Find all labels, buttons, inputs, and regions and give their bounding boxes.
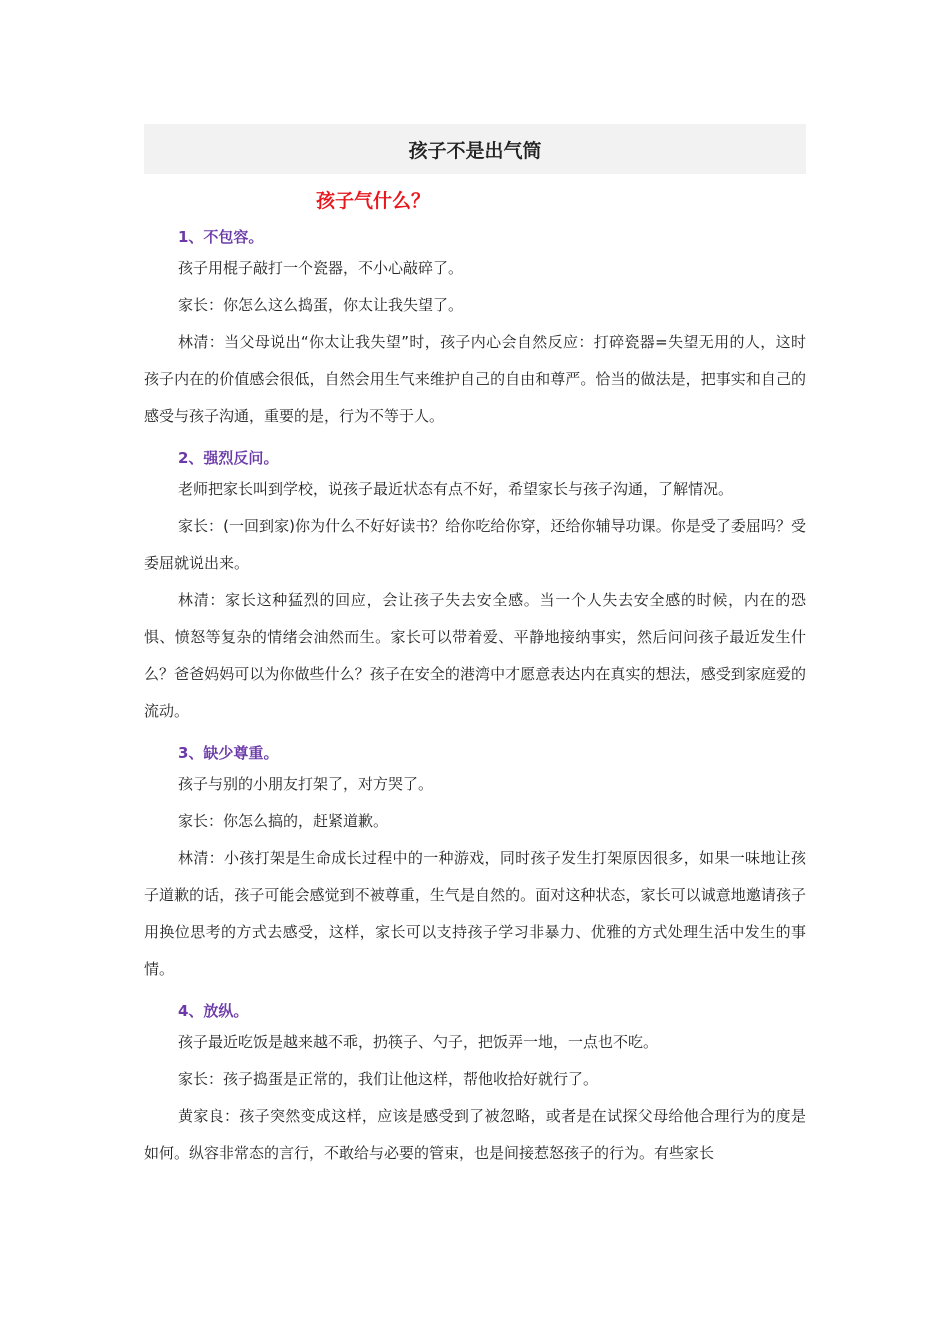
paragraph: 孩子与别的小朋友打架了，对方哭了。 <box>178 775 434 793</box>
section-2 <box>144 445 806 730</box>
document-page <box>144 124 806 1172</box>
paragraph: 家长：你怎么搞的，赶紧道歉。 <box>178 812 389 830</box>
paragraph: 林清：小孩打架是生命成长过程中的一种游戏，同时孩子发生打架原因很多，如果一味地让孩子道歉的话，孩子可能会感觉到不被尊重，生气是自然的。面对这种状态，家长可以诚意地邀请孩子用换位思考的方式去感受，这样，家长可以支持孩子学习非暴力、优雅的方式处理生活中发生的事情。 <box>144 849 806 978</box>
paragraph: 家长：孩子捣蛋是正常的，我们让他这样，帮他收拾好就行了。 <box>178 1070 599 1088</box>
paragraph: 林清：家长这种猛烈的回应，会让孩子失去安全感。当一个人失去安全感的时候，内在的恐惧、愤怒等复杂的情绪会油然而生。家长可以带着爱、平静地接纳事实，然后问问孩子最近发生什么？爸爸妈妈可以为你做些什么？孩子在安全的港湾中才愿意表达内在真实的想法，感受到家庭爱的流动。 <box>144 591 806 720</box>
section-3 <box>144 740 806 988</box>
section-heading: 3、缺少尊重。 <box>178 744 279 762</box>
section-heading: 2、强烈反问。 <box>178 449 279 467</box>
paragraph: 老师把家长叫到学校，说孩子最近状态有点不好，希望家长与孩子沟通，了解情况。 <box>178 480 734 498</box>
document-subtitle: 孩子气什么？ <box>316 190 431 212</box>
section-heading: 1、不包容。 <box>178 228 264 246</box>
paragraph: 孩子用棍子敲打一个瓷器，不小心敲碎了。 <box>178 259 464 277</box>
section-4 <box>144 998 806 1172</box>
paragraph: 孩子最近吃饭是越来越不乖，扔筷子、勺子，把饭弄一地，一点也不吃。 <box>178 1033 659 1051</box>
paragraph: 家长：(一回到家)你为什么不好好读书？给你吃给你穿，还给你辅导功课。你是受了委屈吗？受委屈就说出来。 <box>144 517 806 572</box>
section-heading: 4、放纵。 <box>178 1002 249 1020</box>
paragraph: 林清：当父母说出“你太让我失望”时，孩子内心会自然反应：打碎瓷器=失望无用的人，这时孩子内在的价值感会很低，自然会用生气来维护自己的自由和尊严。恰当的做法是，把事实和自己的感受与孩子沟通，重要的是，行为不等于人。 <box>144 333 806 425</box>
paragraph: 黄家良：孩子突然变成这样，应该是感受到了被忽略，或者是在试探父母给他合理行为的度是如何。纵容非常态的言行，不敢给与必要的管束，也是间接惹怒孩子的行为。有些家长 <box>144 1107 806 1162</box>
document-title: 孩子不是出气筒 <box>144 124 806 174</box>
section-1 <box>144 224 806 435</box>
paragraph: 家长：你怎么这么捣蛋，你太让我失望了。 <box>178 296 464 314</box>
